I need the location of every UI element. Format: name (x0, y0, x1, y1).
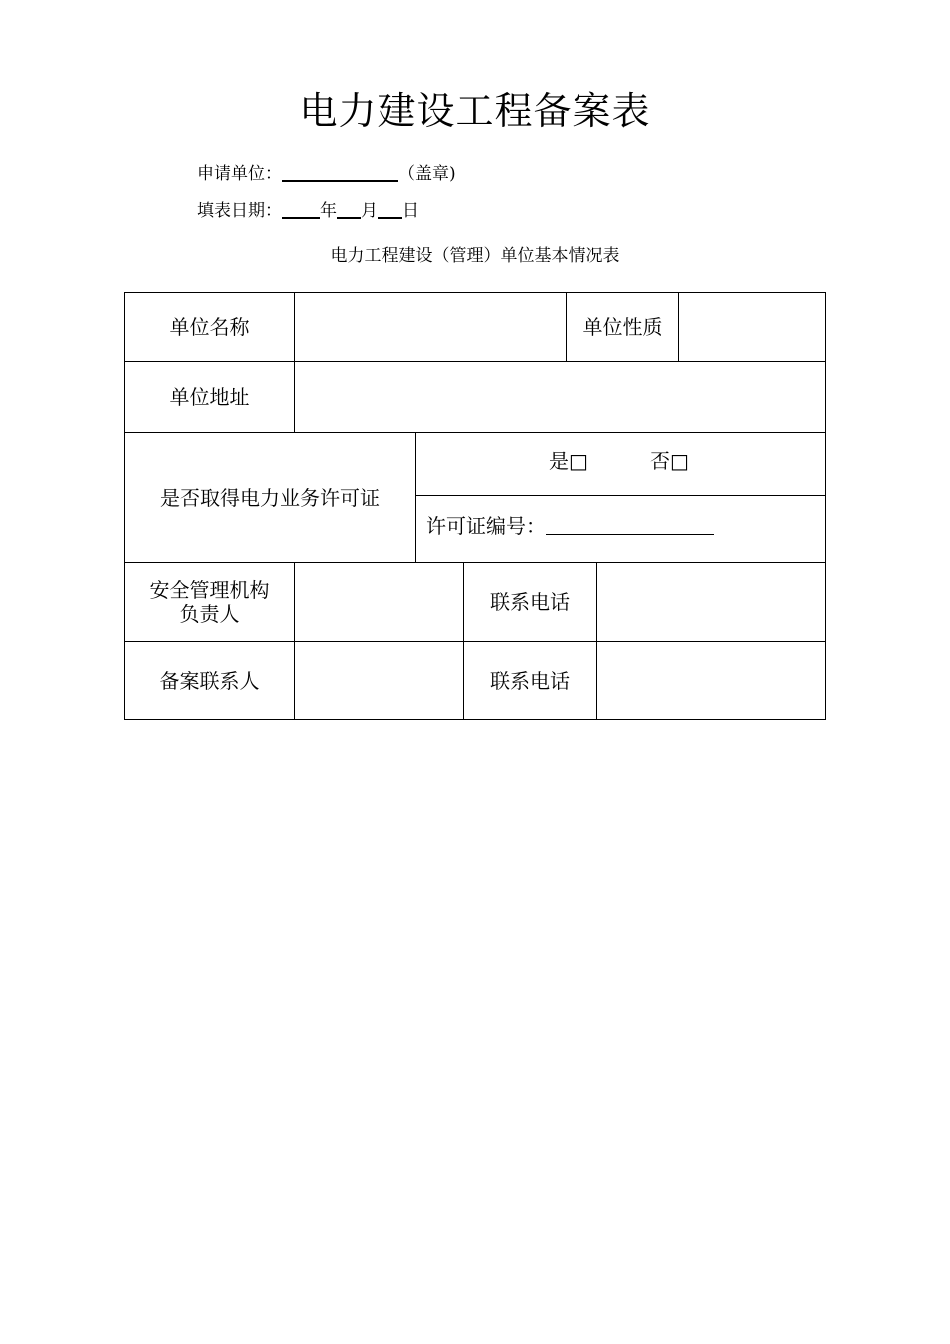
permit-number-blank[interactable] (546, 516, 714, 535)
unit-name-label: 单位名称 (124, 292, 295, 362)
date-line (197, 201, 419, 220)
month-label: 月 (361, 201, 378, 221)
unit-nature-label: 单位性质 (566, 292, 679, 362)
year-blank[interactable] (282, 201, 320, 219)
unit-name-field[interactable] (294, 292, 567, 362)
permit-number-label: 许可证编号： (426, 514, 546, 538)
unit-nature-field[interactable] (678, 292, 826, 362)
table-subtitle: 电力工程建设（管理）单位基本情况表 (330, 246, 620, 266)
permit-yesno-cell (415, 432, 826, 496)
unit-address-label: 单位地址 (124, 361, 295, 433)
safety-head-label: 安全管理机构负责人 (124, 562, 295, 642)
phone-label-1: 联系电话 (463, 562, 597, 642)
applicant-label: 申请单位： (197, 164, 282, 184)
seal-note: （盖章) (398, 164, 456, 184)
year-label: 年 (320, 201, 337, 221)
phone-field-1[interactable] (596, 562, 826, 642)
permit-number-line (426, 516, 714, 536)
phone-field-2[interactable] (596, 641, 826, 720)
day-label: 日 (402, 201, 419, 221)
page-title: 电力建设工程备案表 (299, 89, 651, 133)
filing-contact-label: 备案联系人 (124, 641, 295, 720)
safety-head-field[interactable] (294, 562, 464, 642)
month-blank[interactable] (337, 201, 361, 219)
unit-address-field[interactable] (294, 361, 826, 433)
day-blank[interactable] (378, 201, 402, 219)
date-label: 填表日期： (197, 201, 282, 221)
applicant-blank[interactable] (282, 164, 398, 182)
filing-contact-field[interactable] (294, 641, 464, 720)
phone-label-2: 联系电话 (463, 641, 597, 720)
no-checkbox[interactable]: 否□ (650, 449, 689, 473)
applicant-line (197, 164, 456, 183)
permit-question-label: 是否取得电力业务许可证 (124, 432, 416, 563)
yes-checkbox[interactable]: 是□ (549, 449, 588, 473)
